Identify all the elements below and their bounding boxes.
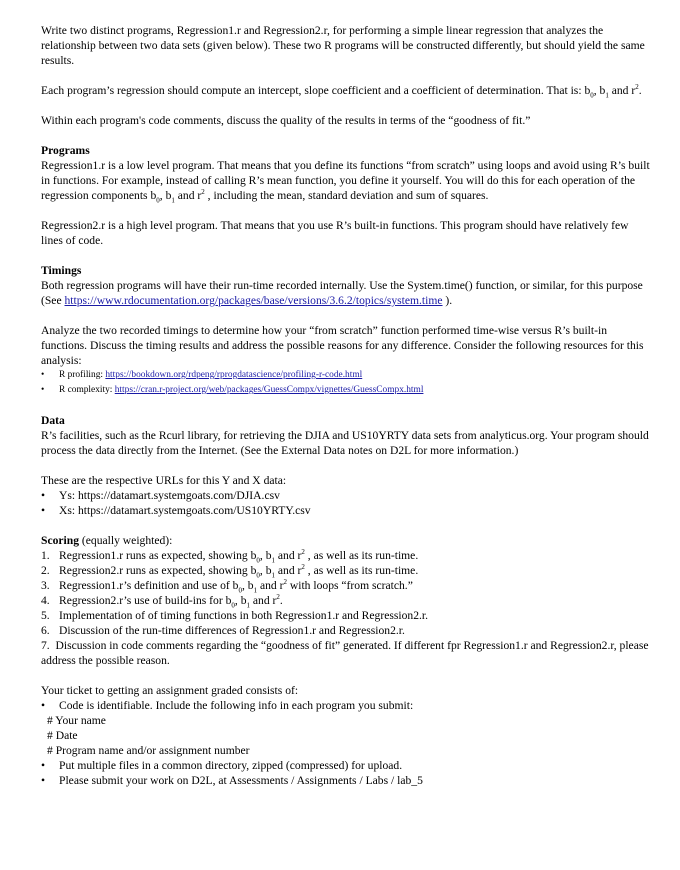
code-comment-program: # Program name and/or assignment number xyxy=(47,744,250,757)
xs-url-item: • Xs: https://datamart.systemgoats.com/US10YRTY.csv xyxy=(41,504,311,517)
bullet-icon: • xyxy=(41,504,46,517)
profiling-link[interactable]: https://bookdown.org/rdpeng/rprogdatascience/profiling-r-code.html xyxy=(105,370,363,380)
scoring-item-4: 4. Regression2.r’s use of build-ins for $b_0$, $b_1$ and $r^2$. xyxy=(41,593,283,610)
data-heading: Data xyxy=(41,414,65,427)
intro-paragraph: Write two distinct programs, Regression1.r and Regression2.r, for performing a simple linear regression that analyzes the relationship between two data sets (given below). These two R programs will be constructed differently, but should yield the same results. xyxy=(41,24,645,67)
scoring-item-2: 2. Regression2.r runs as expected, showing $b_0$, $b_1$ and $r^2$ , as well as its run-time. xyxy=(41,563,419,580)
resource-item-profiling: • R profiling: https://bookdown.org/rdpeng/rprogdatascience/profiling-r-code.html xyxy=(41,368,653,383)
scoring-item-3: 3. Regression1.r’s definition and use of $b_0$, $b_1$ and $r^2$ with loops “from scratch.” xyxy=(41,578,413,595)
intro-components-paragraph: Each program’s regression should compute an intercept, slope coefficient and a coefficient of determination. That is: $b_0$, $b_1$ and $r^2$. xyxy=(41,83,642,100)
timings-paragraph: Both regression programs will have their run-time recorded internally. Use the System.time() function, or similar, for this purpose (See https://www.rdocumentation.org/packages/base/versions/3.6.2/topics/system.time ). xyxy=(41,279,643,307)
assignment-document xyxy=(41,23,653,788)
regression2-paragraph: Regression2.r is a high level program. That means that you use R’s built-in functions. This program should have relatively few lines of code. xyxy=(41,219,629,247)
bullet-icon: • xyxy=(41,489,46,502)
system-time-link[interactable]: https://www.rdocumentation.org/packages/base/versions/3.6.2/topics/system.time xyxy=(64,294,443,307)
intro-goodness-paragraph: Within each program's code comments, discuss the quality of the results in terms of the “goodness of fit.” xyxy=(41,114,531,127)
ticket-item-zip: • Put multiple files in a common directory, zipped (compressed) for upload. xyxy=(41,759,403,772)
bullet-icon: • xyxy=(41,370,45,380)
code-comment-name: # Your name xyxy=(47,714,106,727)
scoring-heading: Scoring (equally weighted): xyxy=(41,534,173,547)
ticket-intro: Your ticket to getting an assignment graded consists of: xyxy=(41,684,299,697)
scoring-item-1: 1. Regression1.r runs as expected, showing $b_0$, $b_1$ and $r^2$ , as well as its run-time. xyxy=(41,548,419,565)
code-comment-date: # Date xyxy=(47,729,78,742)
scoring-item-5: 5. Implementation of of timing functions in both Regression1.r and Regression2.r. xyxy=(41,609,429,622)
regression1-paragraph: Regression1.r is a low level program. That means that you define its functions “from scratch” using loops and avoid using R’s built in functions. For example, instead of calling R’s mean function, you define it yourself. You will do this for each operation of the regression components $b_0$, $b_1$ and $r^2$ , including the mean, standard deviation and sum of squares. xyxy=(41,159,650,205)
bullet-icon: • xyxy=(41,699,46,712)
data-paragraph: R’s facilities, such as the Rcurl library, for retrieving the DJIA and US10YRTY data sets from analyticus.org. Your program should process the data directly from the Internet. (See the External Data notes on D2L for more information.) xyxy=(41,429,649,457)
bullet-icon: • xyxy=(41,385,45,395)
bullet-icon: • xyxy=(41,774,46,787)
programs-heading: Programs xyxy=(41,144,90,157)
scoring-item-6: 6. Discussion of the run-time differences of Regression1.r and Regression2.r. xyxy=(41,624,405,637)
ticket-item-submit: • Please submit your work on D2L, at Assessments / Assignments / Labs / lab_5 xyxy=(41,774,423,787)
ys-url-item: • Ys: https://datamart.systemgoats.com/DJIA.csv xyxy=(41,489,280,502)
complexity-link[interactable]: https://cran.r-project.org/web/packages/GuessCompx/vignettes/GuessCompx.html xyxy=(114,385,424,395)
timings-heading: Timings xyxy=(41,264,82,277)
timings-analysis-paragraph: Analyze the two recorded timings to determine how your “from scratch” function performed time-wise versus R’s built-in functions. Discuss the timing results and address the possible reasons for any difference. Consider the following resources for this analysis: xyxy=(41,324,644,367)
scoring-item-7: 7. Discussion in code comments regarding the “goodness of fit” generated. If different fpr Regression1.r and Regression2.r, please address the possible reason. xyxy=(41,639,649,667)
bullet-icon: • xyxy=(41,759,46,772)
ticket-item-identifiable: • Code is identifiable. Include the following info in each program you submit: xyxy=(41,699,414,712)
data-urls-intro: These are the respective URLs for this Y and X data: xyxy=(41,474,287,487)
resource-item-complexity: • R complexity: https://cran.r-project.org/web/packages/GuessCompx/vignettes/GuessCompx.html xyxy=(41,383,653,398)
